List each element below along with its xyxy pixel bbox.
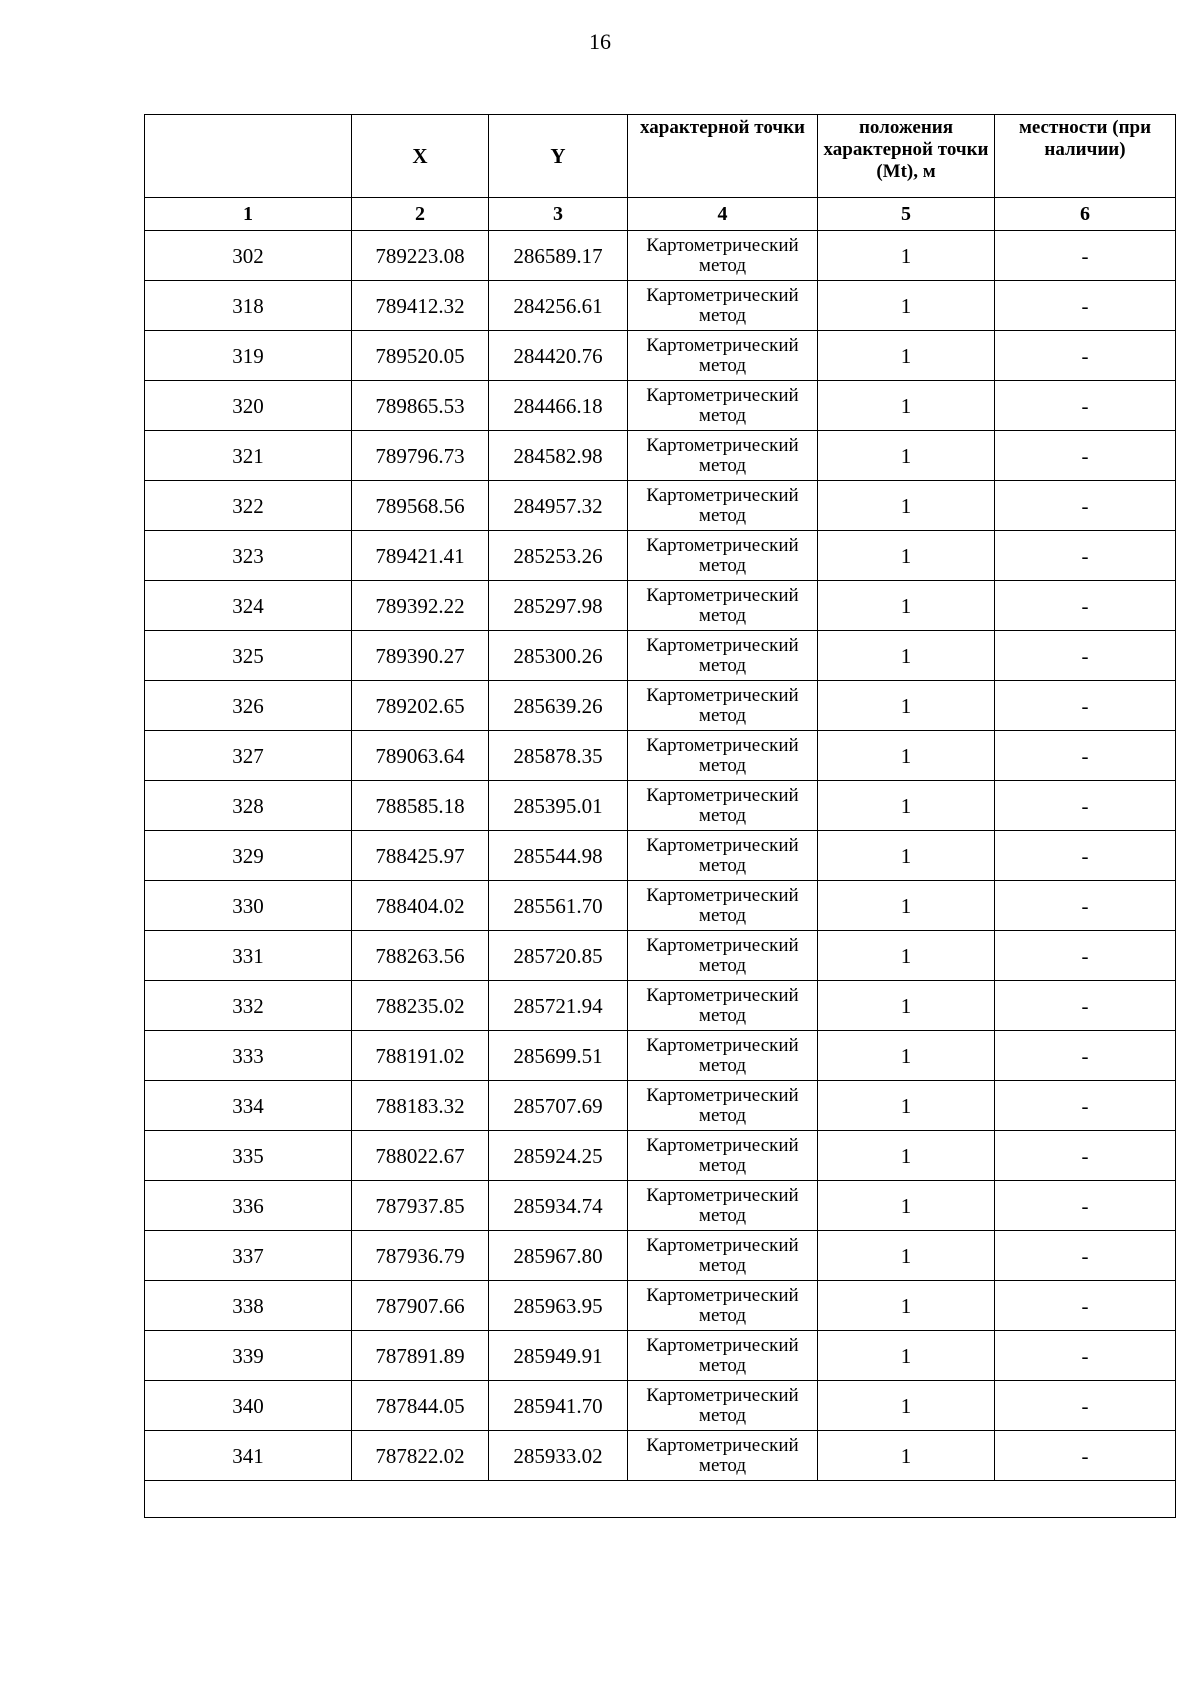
column-number: 2 bbox=[352, 198, 489, 231]
cell-y: 285561.70 bbox=[489, 881, 628, 931]
cell-description: - bbox=[995, 1031, 1176, 1081]
cell-x: 789223.08 bbox=[352, 231, 489, 281]
cell-accuracy: 1 bbox=[818, 581, 995, 631]
cell-accuracy: 1 bbox=[818, 1431, 995, 1481]
cell-accuracy: 1 bbox=[818, 681, 995, 731]
cell-accuracy: 1 bbox=[818, 431, 995, 481]
cell-method: Картометрический метод bbox=[628, 1281, 818, 1331]
cell-y: 286589.17 bbox=[489, 231, 628, 281]
table-row bbox=[145, 331, 1176, 381]
cell-accuracy: 1 bbox=[818, 931, 995, 981]
cell-description: - bbox=[995, 1131, 1176, 1181]
cell-x: 789202.65 bbox=[352, 681, 489, 731]
cell-x: 789063.64 bbox=[352, 731, 489, 781]
cell-method: Картометрический метод bbox=[628, 331, 818, 381]
cell-accuracy: 1 bbox=[818, 231, 995, 281]
cell-x: 788191.02 bbox=[352, 1031, 489, 1081]
cell-description: - bbox=[995, 431, 1176, 481]
cell-y: 285878.35 bbox=[489, 731, 628, 781]
cell-point-number: 328 bbox=[145, 781, 352, 831]
cell-point-number: 319 bbox=[145, 331, 352, 381]
cell-x: 789865.53 bbox=[352, 381, 489, 431]
cell-description: - bbox=[995, 631, 1176, 681]
cell-x: 788404.02 bbox=[352, 881, 489, 931]
cell-description: - bbox=[995, 1381, 1176, 1431]
cell-accuracy: 1 bbox=[818, 1031, 995, 1081]
cell-method: Картометрический метод bbox=[628, 831, 818, 881]
cell-method: Картометрический метод bbox=[628, 1081, 818, 1131]
table-row bbox=[145, 931, 1176, 981]
cell-y: 285707.69 bbox=[489, 1081, 628, 1131]
table-row bbox=[145, 431, 1176, 481]
cell-accuracy: 1 bbox=[818, 731, 995, 781]
cell-method: Картометрический метод bbox=[628, 981, 818, 1031]
cell-method: Картометрический метод bbox=[628, 431, 818, 481]
cell-accuracy: 1 bbox=[818, 981, 995, 1031]
cell-accuracy: 1 bbox=[818, 281, 995, 331]
cell-point-number: 341 bbox=[145, 1431, 352, 1481]
header-cell-description: местности (при наличии) bbox=[995, 115, 1176, 198]
header-cell-accuracy: положения характерной точки (Mt), м bbox=[818, 115, 995, 198]
cell-description: - bbox=[995, 681, 1176, 731]
cell-method: Картометрический метод bbox=[628, 481, 818, 531]
cell-x: 787937.85 bbox=[352, 1181, 489, 1231]
table-row bbox=[145, 1281, 1176, 1331]
cell-y: 285297.98 bbox=[489, 581, 628, 631]
table-row bbox=[145, 631, 1176, 681]
cell-point-number: 325 bbox=[145, 631, 352, 681]
cell-point-number: 320 bbox=[145, 381, 352, 431]
cell-x: 789796.73 bbox=[352, 431, 489, 481]
cell-description: - bbox=[995, 931, 1176, 981]
cell-accuracy: 1 bbox=[818, 531, 995, 581]
cell-x: 789520.05 bbox=[352, 331, 489, 381]
cell-point-number: 333 bbox=[145, 1031, 352, 1081]
cell-y: 285720.85 bbox=[489, 931, 628, 981]
cell-y: 285963.95 bbox=[489, 1281, 628, 1331]
cell-description: - bbox=[995, 1431, 1176, 1481]
cell-point-number: 339 bbox=[145, 1331, 352, 1381]
cell-point-number: 336 bbox=[145, 1181, 352, 1231]
cell-method: Картометрический метод bbox=[628, 1181, 818, 1231]
cell-description: - bbox=[995, 481, 1176, 531]
column-numbers-row bbox=[145, 198, 1176, 231]
cell-point-number: 329 bbox=[145, 831, 352, 881]
cell-y: 284957.32 bbox=[489, 481, 628, 531]
cell-accuracy: 1 bbox=[818, 1331, 995, 1381]
cell-y: 285544.98 bbox=[489, 831, 628, 881]
cell-accuracy: 1 bbox=[818, 1281, 995, 1331]
cell-accuracy: 1 bbox=[818, 881, 995, 931]
table-row bbox=[145, 581, 1176, 631]
cell-x: 788235.02 bbox=[352, 981, 489, 1031]
table-row bbox=[145, 1381, 1176, 1431]
cell-accuracy: 1 bbox=[818, 381, 995, 431]
empty-row bbox=[145, 1481, 1176, 1518]
cell-method: Картометрический метод bbox=[628, 931, 818, 981]
cell-y: 285924.25 bbox=[489, 1131, 628, 1181]
cell-accuracy: 1 bbox=[818, 1381, 995, 1431]
cell-point-number: 324 bbox=[145, 581, 352, 631]
cell-x: 789412.32 bbox=[352, 281, 489, 331]
cell-point-number: 302 bbox=[145, 231, 352, 281]
header-cell-y: Y bbox=[489, 115, 628, 198]
header-cell-x: X bbox=[352, 115, 489, 198]
cell-y: 285300.26 bbox=[489, 631, 628, 681]
cell-y: 284420.76 bbox=[489, 331, 628, 381]
cell-point-number: 338 bbox=[145, 1281, 352, 1331]
cell-method: Картометрический метод bbox=[628, 1031, 818, 1081]
cell-point-number: 318 bbox=[145, 281, 352, 331]
table-row bbox=[145, 981, 1176, 1031]
cell-y: 285949.91 bbox=[489, 1331, 628, 1381]
table-row bbox=[145, 731, 1176, 781]
cell-x: 788183.32 bbox=[352, 1081, 489, 1131]
table-row bbox=[145, 681, 1176, 731]
cell-y: 284582.98 bbox=[489, 431, 628, 481]
cell-y: 285721.94 bbox=[489, 981, 628, 1031]
cell-x: 789390.27 bbox=[352, 631, 489, 681]
cell-point-number: 323 bbox=[145, 531, 352, 581]
cell-method: Картометрический метод bbox=[628, 781, 818, 831]
table-row bbox=[145, 1331, 1176, 1381]
cell-x: 787907.66 bbox=[352, 1281, 489, 1331]
cell-point-number: 334 bbox=[145, 1081, 352, 1131]
cell-accuracy: 1 bbox=[818, 1081, 995, 1131]
cell-y: 284466.18 bbox=[489, 381, 628, 431]
cell-x: 787891.89 bbox=[352, 1331, 489, 1381]
empty-cell bbox=[145, 1481, 1176, 1518]
cell-description: - bbox=[995, 831, 1176, 881]
table-row bbox=[145, 281, 1176, 331]
table-row bbox=[145, 831, 1176, 881]
cell-description: - bbox=[995, 731, 1176, 781]
cell-x: 788425.97 bbox=[352, 831, 489, 881]
table-row bbox=[145, 1081, 1176, 1131]
column-number: 1 bbox=[145, 198, 352, 231]
cell-x: 787822.02 bbox=[352, 1431, 489, 1481]
cell-y: 285699.51 bbox=[489, 1031, 628, 1081]
cell-description: - bbox=[995, 1281, 1176, 1331]
cell-description: - bbox=[995, 581, 1176, 631]
column-number: 3 bbox=[489, 198, 628, 231]
cell-description: - bbox=[995, 1331, 1176, 1381]
cell-method: Картометрический метод bbox=[628, 281, 818, 331]
cell-accuracy: 1 bbox=[818, 631, 995, 681]
cell-description: - bbox=[995, 531, 1176, 581]
cell-x: 788263.56 bbox=[352, 931, 489, 981]
cell-point-number: 321 bbox=[145, 431, 352, 481]
cell-description: - bbox=[995, 1081, 1176, 1131]
cell-accuracy: 1 bbox=[818, 481, 995, 531]
cell-point-number: 326 bbox=[145, 681, 352, 731]
table-row bbox=[145, 881, 1176, 931]
cell-description: - bbox=[995, 281, 1176, 331]
cell-y: 285934.74 bbox=[489, 1181, 628, 1231]
cell-method: Картометрический метод bbox=[628, 681, 818, 731]
column-number: 6 bbox=[995, 198, 1176, 231]
table-row bbox=[145, 1431, 1176, 1481]
cell-method: Картометрический метод bbox=[628, 231, 818, 281]
cell-accuracy: 1 bbox=[818, 1181, 995, 1231]
cell-x: 789568.56 bbox=[352, 481, 489, 531]
cell-y: 285941.70 bbox=[489, 1381, 628, 1431]
cell-x: 787844.05 bbox=[352, 1381, 489, 1431]
cell-y: 284256.61 bbox=[489, 281, 628, 331]
cell-description: - bbox=[995, 881, 1176, 931]
cell-x: 789421.41 bbox=[352, 531, 489, 581]
cell-accuracy: 1 bbox=[818, 1131, 995, 1181]
cell-method: Картометрический метод bbox=[628, 1131, 818, 1181]
cell-x: 789392.22 bbox=[352, 581, 489, 631]
cell-y: 285967.80 bbox=[489, 1231, 628, 1281]
cell-accuracy: 1 bbox=[818, 781, 995, 831]
cell-x: 788585.18 bbox=[352, 781, 489, 831]
table-row bbox=[145, 1231, 1176, 1281]
header-cell-point-number bbox=[145, 115, 352, 198]
table-row bbox=[145, 531, 1176, 581]
cell-point-number: 331 bbox=[145, 931, 352, 981]
cell-description: - bbox=[995, 331, 1176, 381]
cell-method: Картометрический метод bbox=[628, 1331, 818, 1381]
cell-method: Картометрический метод bbox=[628, 381, 818, 431]
cell-method: Картометрический метод bbox=[628, 631, 818, 681]
cell-point-number: 335 bbox=[145, 1131, 352, 1181]
cell-method: Картометрический метод bbox=[628, 1231, 818, 1281]
cell-y: 285933.02 bbox=[489, 1431, 628, 1481]
cell-method: Картометрический метод bbox=[628, 731, 818, 781]
cell-x: 787936.79 bbox=[352, 1231, 489, 1281]
header-cell-method: характерной точки bbox=[628, 115, 818, 198]
coordinates-table bbox=[144, 114, 1176, 1518]
column-number: 4 bbox=[628, 198, 818, 231]
header-row bbox=[145, 115, 1176, 198]
table-row bbox=[145, 381, 1176, 431]
cell-accuracy: 1 bbox=[818, 831, 995, 881]
cell-method: Картометрический метод bbox=[628, 581, 818, 631]
cell-description: - bbox=[995, 231, 1176, 281]
table-row bbox=[145, 481, 1176, 531]
cell-y: 285639.26 bbox=[489, 681, 628, 731]
table-row bbox=[145, 1181, 1176, 1231]
column-number: 5 bbox=[818, 198, 995, 231]
cell-method: Картометрический метод bbox=[628, 881, 818, 931]
cell-accuracy: 1 bbox=[818, 331, 995, 381]
table-row bbox=[145, 231, 1176, 281]
cell-accuracy: 1 bbox=[818, 1231, 995, 1281]
cell-point-number: 327 bbox=[145, 731, 352, 781]
cell-point-number: 330 bbox=[145, 881, 352, 931]
cell-description: - bbox=[995, 1231, 1176, 1281]
cell-point-number: 322 bbox=[145, 481, 352, 531]
cell-x: 788022.67 bbox=[352, 1131, 489, 1181]
cell-point-number: 340 bbox=[145, 1381, 352, 1431]
cell-description: - bbox=[995, 981, 1176, 1031]
table-row bbox=[145, 1031, 1176, 1081]
cell-method: Картометрический метод bbox=[628, 531, 818, 581]
cell-y: 285395.01 bbox=[489, 781, 628, 831]
cell-method: Картометрический метод bbox=[628, 1431, 818, 1481]
cell-description: - bbox=[995, 1181, 1176, 1231]
table-row bbox=[145, 781, 1176, 831]
cell-description: - bbox=[995, 781, 1176, 831]
cell-description: - bbox=[995, 381, 1176, 431]
cell-point-number: 337 bbox=[145, 1231, 352, 1281]
page-number: 16 bbox=[589, 29, 611, 54]
cell-y: 285253.26 bbox=[489, 531, 628, 581]
table-row bbox=[145, 1131, 1176, 1181]
cell-method: Картометрический метод bbox=[628, 1381, 818, 1431]
cell-point-number: 332 bbox=[145, 981, 352, 1031]
